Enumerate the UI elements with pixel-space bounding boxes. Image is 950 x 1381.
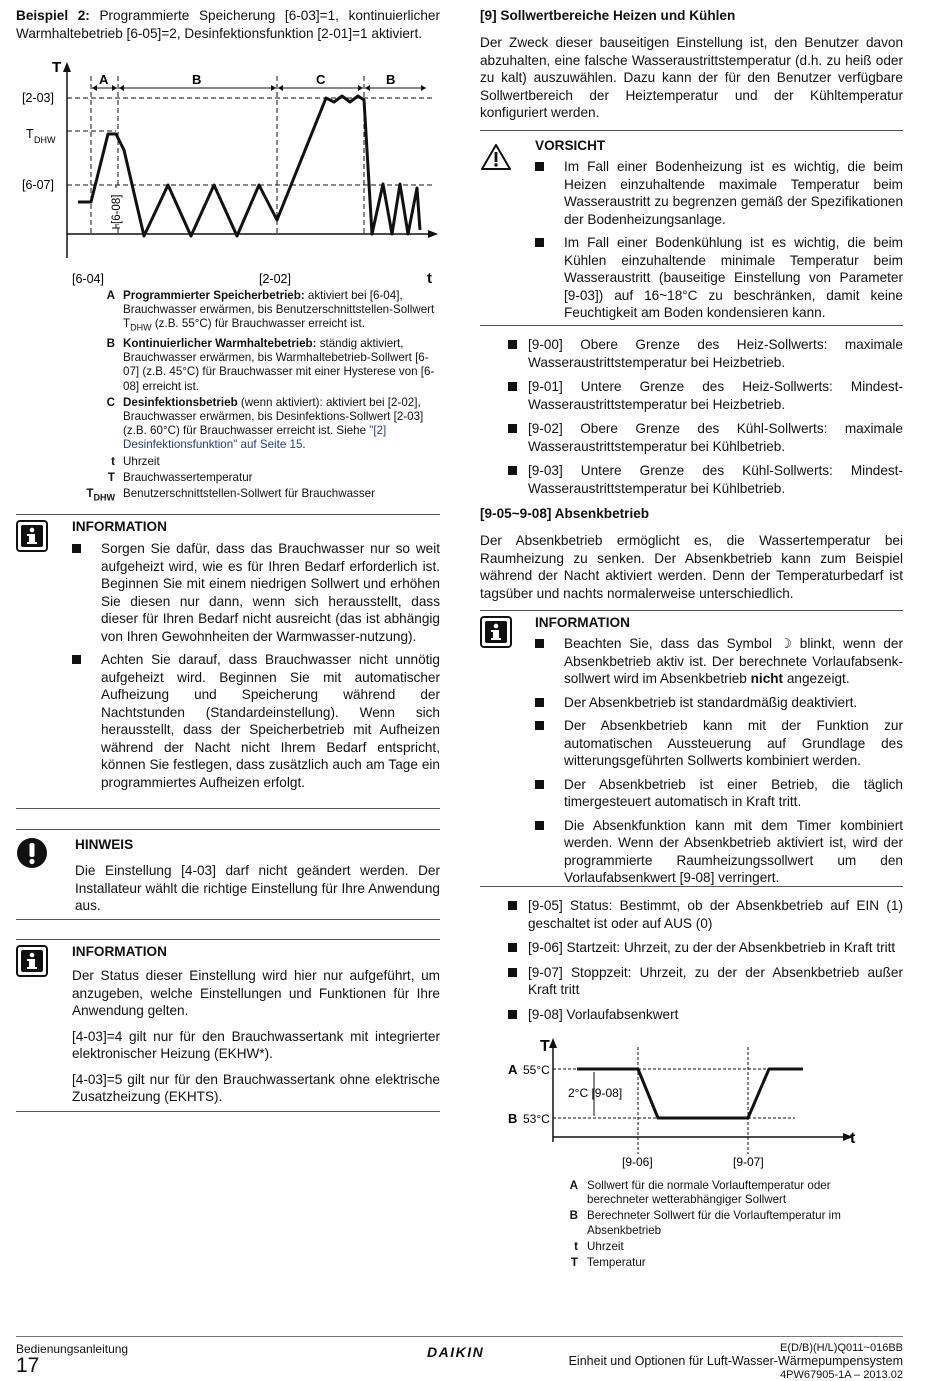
page-number: 17	[16, 1354, 40, 1377]
footer-model: E(D/B)(H/L)Q011~016BB	[780, 1342, 903, 1354]
params-9-list	[508, 336, 903, 504]
list-item: [9-05] Status: Bestimmt, ob der Absenkbetrieb auf EIN (1) geschaltet ist oder auf AUS (0)	[508, 897, 903, 932]
list-item: Beachten Sie, dass das Symbol ☽ blinkt, wenn der Absenkbetrieb aktiv ist. Der berechnete Vorlaufabsenk-sollwert wird im Absenkbetrieb nicht angezeigt.	[535, 635, 903, 688]
chart1-phase-b1: B	[192, 72, 202, 87]
list-item: Der Absenkbetrieb ist einer Betrieb, die täglich timergesteuert automatisch in Kraft tritt.	[535, 776, 903, 811]
chart2-y-axis-label: T	[540, 1038, 550, 1055]
chart1-label-tdhw: T	[26, 127, 34, 141]
info-box-2-para: Der Status dieser Einstellung wird hier nur aufgeführt, um anzugeben, welche Einstellungen und Funktionen für Ihre Anwendung gelten.	[72, 968, 440, 1018]
chart1-phase-a: A	[99, 72, 109, 87]
vorsicht-box	[480, 130, 903, 326]
footer-doc-type: Bedienungsanleitung	[16, 1342, 129, 1356]
list-item: Die Absenkfunktion kann mit dem Timer kombiniert werden. Wenn der Absenkbetrieb aktiviert ist, wird der programmierte Raumheizungssollwert um den Vorlaufabsenkwert [9-08] verringert.	[535, 817, 903, 887]
list-item: [9-01] Untere Grenze des Heiz-Sollwerts: Mindest-Wasseraustrittstemperatur bei Heizbetrieb.	[508, 378, 903, 413]
list-item: Im Fall einer Bodenheizung ist es wichtig, die beim Heizen einzuhaltende maximale Temperatur beim Wasseraustritt zu begrenzen gemäß der Spezifikationen der Bodenheizungsanlage.	[535, 158, 903, 228]
info-icon	[480, 616, 512, 648]
chart1-phase-b2: B	[386, 72, 396, 87]
chart2-level-b-key: B	[508, 1111, 518, 1126]
chart1-label-tdhw-sub: DHW	[34, 135, 56, 145]
list-item: Im Fall einer Bodenkühlung ist es wichtig, die beim Kühlen einzuhaltende minimale Temperatur beim Wasseraustritt (bauseitige Einstellung von Parameter [9-03]) auf 16~18°C zu beschränken, damit keine Feuchtigkeit am Boden kondensieren kann.	[535, 234, 903, 322]
chart1-label-6-07: [6-07]	[22, 178, 54, 192]
chart-dhw-storage	[16, 58, 440, 290]
list-item: [9-06] Startzeit: Uhrzeit, zu der der Absenkbetrieb in Kraft tritt	[508, 939, 903, 957]
legend1-item-b: B Kontinuierlicher Warmhaltebetrieb: ständig aktiviert, Brauchwasser erwärmen, bis Warmhaltebetrieb-Sollwert [6-07] (z.B. 45°C) für Brauchwasser mit einer Hysterese von [6-08] erreicht ist.	[106, 336, 435, 393]
chart-setback	[505, 1032, 865, 1174]
info-box-1-title: INFORMATION	[72, 519, 167, 534]
list-item: [9-00] Obere Grenze des Heiz-Sollwerts: maximale Wasseraustrittstemperatur bei Heizbetrieb.	[508, 336, 903, 371]
chart1-hysteresis-label: [6-08]	[111, 194, 123, 224]
info-icon	[16, 945, 48, 977]
chart1-y-axis-label: T	[52, 59, 62, 76]
chart1-label-2-02: [2-02]	[259, 272, 291, 286]
legend1-item-c: C Desinfektionsbetrieb (wenn aktiviert): aktiviert bei [2-02], Brauchwasser erwärmen, bis Desinfektions-Sollwert [2-03] (z.B. 60°C) für Brauchwasser erreicht ist. Siehe "[2] Desinfektionsfunktion" auf Seite 15.	[106, 395, 424, 452]
list-item: Sorgen Sie dafür, dass das Brauchwasser nur so weit aufgeheizt wird, wie es für Ihren Bedarf erforderlich ist. Beginnen Sie mit einem niedrigen Sollwert und erhöhen Sie diesen nur dann, wenn sich herausstellt, dass dieser für Ihren Bedarf nicht ausreicht (das ist abhängig von Ihren Gewohnheiten der Warmwasser-nutzung).	[72, 540, 440, 645]
info-box-1	[16, 514, 440, 809]
chart1-legend	[83, 289, 440, 503]
vorsicht-title: VORSICHT	[535, 138, 606, 153]
chart2-legend	[560, 1179, 860, 1272]
legend1-item-t: t Uhrzeit	[111, 454, 160, 468]
legend1-item-a: A Programmierter Speicherbetrieb: aktiviert bei [6-04], Brauchwasser erwärmen, bis Benutzerschnittstellen-Sollwert $T_{DHW}$ (z.B. 55°C) für Brauchwasser erreicht ist.	[106, 289, 435, 333]
legend2-item-T: T Temperatur	[570, 1256, 646, 1270]
info-icon	[16, 520, 48, 552]
chart2-level-b-label: 53°C	[523, 1112, 550, 1126]
legend1-item-T: T Brauchwassertemperatur	[107, 470, 253, 484]
chart1-x-axis-label: t	[427, 270, 432, 287]
chart1-phase-c: C	[316, 72, 326, 87]
chart2-delta-label: 2°C [9-08]	[568, 1086, 623, 1100]
list-item: [9-02] Obere Grenze des Kühl-Sollwerts: maximale Wasseraustrittstemperatur bei Kühlbetrieb.	[508, 420, 903, 455]
info-box-2	[16, 939, 440, 1112]
legend2-item-t: t Uhrzeit	[574, 1239, 624, 1253]
info-box-2-title: INFORMATION	[72, 944, 167, 959]
chart2-level-a-label: 55°C	[523, 1063, 550, 1077]
chart1-label-2-03: [2-03]	[22, 91, 54, 105]
caution-triangle-icon	[480, 143, 512, 171]
chart2-x-label-9-06: [9-06]	[622, 1155, 653, 1169]
hinweis-title: HINWEIS	[75, 837, 134, 852]
list-item: Achten Sie darauf, dass Brauchwasser nicht unnötig aufgeheizt wird. Beginnen Sie mit automatischer Aufheizung und Speicherung während der Nachtstunden (Standardeinstellung). Wenn sich herausstellt, dass der Speicherbetrieb mit Aufheizen während der Nacht nicht Ihrem Bedarf entspricht, können Sie festlegen, dass zusätzlich auch am Tage ein programmiertes Aufheizen erfolgt.	[72, 651, 440, 791]
info-box-3	[480, 610, 903, 887]
hinweis-box	[16, 829, 440, 920]
info-box-3-title: INFORMATION	[535, 615, 630, 630]
chart2-x-label-9-07: [9-07]	[733, 1155, 764, 1169]
list-item: [9-07] Stoppzeit: Uhrzeit, zu der der Absenkbetrieb außer Kraft tritt	[508, 964, 903, 999]
params-9-05-list	[508, 897, 903, 1030]
info-box-2-para: [4-03]=5 gilt nur für den Brauchwassertank ohne elektrische Zusatzheizung (EKHTS).	[72, 1071, 440, 1104]
chart2-level-a-key: A	[508, 1062, 518, 1077]
moon-icon: ☽	[779, 636, 792, 651]
intro-paragraph: Beispiel 2: Programmierte Speicherung [6-03]=1, kontinuierlicher Warmhaltebetrieb [6-05]=2, Desinfektionsfunktion [2-01]=1 aktiviert.	[16, 8, 441, 41]
section9-text: Der Zweck dieser bauseitigen Einstellung ist, den Benutzer davon abzuhalten, eine falsche Wasseraustrittstemperatur (d.h. zu heiß oder zu kalt) auszuwählen. Dazu kann der für den Benutzer verfügbare Sollwertbereich der Heiztemperatur und der Kühltemperatur konfiguriert werden.	[480, 35, 903, 120]
list-item: Der Absenkbetrieb ist standardmäßig deaktiviert.	[535, 694, 903, 712]
hinweis-text: Die Einstellung [4-03] darf nicht geändert werden. Der Installateur wählt die richtige Einstellung für Ihre Anwendung aus.	[75, 863, 440, 913]
legend1-item-tdhw: $T_{DHW}$ Benutzerschnittstellen-Sollwert für Brauchwasser	[86, 486, 375, 503]
list-item: Der Absenkbetrieb kann mit der Funktion zur automatischen Aussteuerung auf Grundlage des witterungsgeführten Sollwerts kombiniert werden.	[535, 717, 903, 770]
chart1-label-6-04: [6-04]	[72, 272, 104, 286]
legend2-item-a: A Sollwert für die normale Vorlauftemperatur oder berechneter wetterabhängiger Sollwert	[569, 1179, 831, 1207]
section9-heading: [9] Sollwertbereiche Heizen und Kühlen	[480, 8, 736, 23]
chart2-x-axis-label: t	[850, 1130, 856, 1147]
list-item: [9-08] Vorlaufabsenkwert	[508, 1006, 903, 1024]
footer-doc-number: 4PW67905-1A – 2013.02	[780, 1369, 903, 1381]
list-item: [9-03] Untere Grenze des Kühl-Sollwerts: Mindest-Wasseraustrittstemperatur bei Kühlbetrieb.	[508, 462, 903, 497]
page-footer	[16, 1336, 903, 1381]
absenk-heading: [9-05~9-08] Absenkbetrieb	[480, 506, 650, 521]
legend2-item-b: B Berechneter Sollwert für die Vorlauftemperatur im Absenkbetrieb	[569, 1209, 841, 1237]
warning-circle-icon	[16, 837, 48, 869]
desinfektion-link[interactable]: "[2] Desinfektionsfunktion" auf Seite 15	[123, 424, 387, 452]
daikin-logo: DAIKIN	[427, 1344, 485, 1360]
absenk-text: Der Absenkbetrieb ermöglicht es, die Wassertemperatur bei Raumheizung zu senken. Der Absenkbetrieb kann zum Beispiel während der Nacht aktiviert werden. Denn der Temperaturbedarf ist tagsüber und nachts normalerweise unterschiedlich.	[480, 533, 903, 601]
info-box-2-para: [4-03]=4 gilt nur für den Brauchwassertank mit integrierter elektronischer Heizung (EKHW*).	[72, 1028, 440, 1061]
footer-subtitle: Einheit und Optionen für Luft-Wasser-Wärmepumpensystem	[568, 1354, 903, 1368]
